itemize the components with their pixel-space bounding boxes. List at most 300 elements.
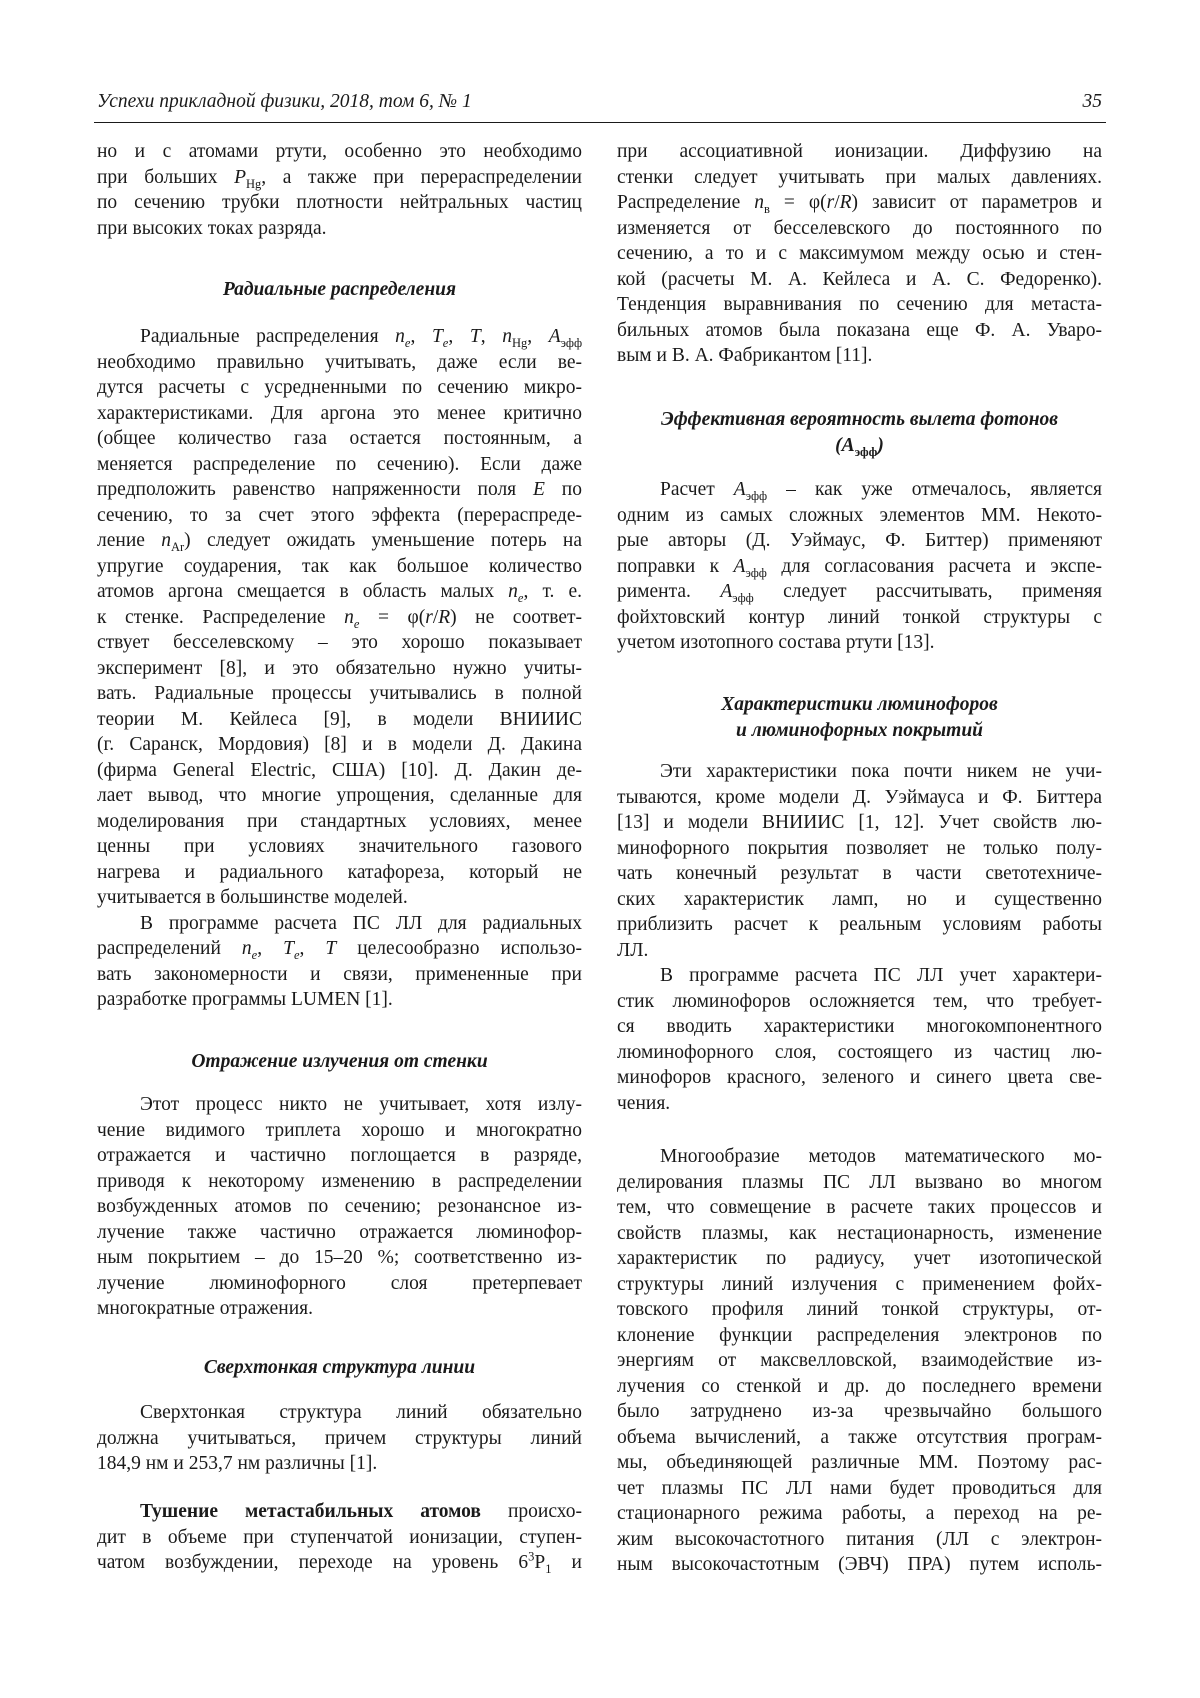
text-run: разработке программы LUMEN [1]. — [97, 989, 393, 1010]
text-run: Распределение — [617, 192, 754, 213]
text-line — [97, 809, 582, 835]
text-line — [617, 579, 1102, 605]
text-run: (г. Саранск, Мордовия) [8] и в модели Д. Дакина — [97, 734, 582, 755]
text-run: , — [481, 326, 502, 347]
text-line — [617, 1399, 1102, 1425]
text-run: (фирма General Electric, США) [10]. Д. Дакин де- — [97, 760, 582, 781]
text-run: тываются, кроме модели Д. Уэймауса и Ф. Биттера — [617, 787, 1102, 808]
symbol-letter: r — [827, 192, 835, 213]
subscript: Ar — [171, 540, 184, 554]
text-run: , — [257, 938, 283, 959]
bold-term: Тушение метастабильных атомов — [140, 1501, 481, 1522]
text-run: В программе расчета ПС ЛЛ для радиальных — [140, 913, 582, 934]
text-run: сечению, а то и с максимумом между осью и стен- — [617, 243, 1102, 264]
math-symbol — [734, 479, 767, 500]
page-number: 35 — [1083, 91, 1103, 113]
text-run: дит в объеме при ступенчатой ионизации, ступен- — [97, 1527, 582, 1548]
text-run: , — [410, 326, 431, 347]
text-line — [97, 426, 582, 452]
math-symbol — [425, 607, 433, 628]
text-line — [617, 1348, 1102, 1374]
text-line — [617, 1040, 1102, 1066]
text-run: сечению, то за счет этого эффекта (перераспреде- — [97, 505, 582, 526]
math-symbol — [840, 192, 852, 213]
text-line — [617, 190, 1102, 216]
text-run: ЛЛ. — [617, 940, 648, 961]
text-run: В программе расчета ПС ЛЛ учет характери- — [660, 965, 1102, 986]
text-run: лучение люминофорного слоя претерпевает — [97, 1273, 582, 1294]
text-line — [617, 912, 1102, 938]
math-symbol — [533, 479, 545, 500]
text-line — [97, 656, 582, 682]
text-run: Сверхтонкая структура линий обязательно — [140, 1402, 582, 1423]
text-line — [97, 452, 582, 478]
subscript: в — [764, 202, 770, 216]
text-run: и люминофорных покрытий — [736, 720, 983, 741]
text-line — [97, 165, 582, 191]
section-heading — [617, 692, 1102, 743]
text-line — [97, 139, 582, 165]
text-line — [97, 605, 582, 631]
text-run: объема вычислений, а также отсутствия програм- — [617, 1427, 1102, 1448]
subscript: эфф — [561, 336, 582, 350]
text-line — [97, 1400, 582, 1426]
text-run: приблизить расчет к реальным условиям работы — [617, 914, 1102, 935]
superscript: 3 — [528, 1550, 534, 1564]
section-heading — [97, 1355, 582, 1381]
text-line — [617, 1170, 1102, 1196]
text-run: распределений — [97, 938, 242, 959]
paragraph — [97, 1400, 582, 1477]
text-run: , — [527, 326, 548, 347]
text-run: ствует бесселевскому – это хорошо показывает — [97, 632, 582, 653]
text-run: нагрева и радиального катафореза, который не — [97, 862, 582, 883]
symbol-letter: R — [840, 192, 852, 213]
text-line — [617, 503, 1102, 529]
text-run: ценны при условиях значительного газового — [97, 836, 582, 857]
section-heading — [97, 277, 582, 303]
text-line — [97, 707, 582, 733]
paragraph — [97, 1499, 582, 1576]
text-run: ным покрытием – до 15–20 %; соответственно из- — [97, 1247, 582, 1268]
text-run: (общее количество газа остается постоянным, а — [97, 428, 582, 449]
heading-line — [617, 718, 1102, 744]
text-line — [97, 1451, 582, 1477]
text-line — [617, 267, 1102, 293]
text-run: характеристик по радиусу, учет изотопической — [617, 1248, 1102, 1269]
text-run: следует рассчитывать, применяя — [754, 581, 1102, 602]
text-line — [97, 1550, 582, 1576]
text-line — [97, 401, 582, 427]
text-line — [617, 1014, 1102, 1040]
heading-line — [617, 433, 1102, 459]
symbol-letter: n — [161, 530, 171, 551]
subscript: эфф — [855, 444, 878, 458]
text-run: приводя к некоторому изменению в распределении — [97, 1171, 582, 1192]
math-symbol — [734, 556, 767, 577]
symbol-letter: A — [549, 326, 561, 347]
text-run: товского профиля линий тонкой структуры, от- — [617, 1299, 1102, 1320]
text-line — [97, 375, 582, 401]
text-line — [97, 477, 582, 503]
subscript: e — [405, 336, 411, 350]
text-run: чать конечный результат в части светотехниче- — [617, 863, 1102, 884]
text-run: чатом возбуждении, переходе на уровень 6 — [97, 1552, 528, 1573]
math-symbol — [432, 326, 448, 347]
text-line — [97, 503, 582, 529]
text-line — [97, 936, 582, 962]
text-run: римента. — [617, 581, 720, 602]
text-run: и — [551, 1552, 582, 1573]
heading-line — [97, 1049, 582, 1075]
text-run: P — [534, 1552, 545, 1573]
text-line — [97, 681, 582, 707]
text-line — [617, 1527, 1102, 1553]
text-line — [97, 324, 582, 350]
paragraph — [617, 1144, 1102, 1578]
text-run: минофорного покрытия позволяет не только полу- — [617, 838, 1102, 859]
paragraph — [97, 1092, 582, 1322]
math-symbol — [720, 581, 753, 602]
text-run: целесообразно использо- — [336, 938, 582, 959]
text-line — [97, 528, 582, 554]
text-run: одним из самых сложных элементов ММ. Некото- — [617, 505, 1102, 526]
text-run: фойхтовский контур линий тонкой структуры с — [617, 607, 1102, 628]
text-line — [97, 1169, 582, 1195]
text-line — [617, 1425, 1102, 1451]
text-run: Отражение излучения от стенки — [191, 1051, 487, 1072]
text-line — [97, 630, 582, 656]
text-run: характеристиками. Для аргона это менее критично — [97, 403, 582, 424]
math-symbol — [754, 192, 770, 213]
text-run: дутся расчеты с усредненными по сечению микро- — [97, 377, 582, 398]
symbol-letter: A — [842, 435, 855, 456]
text-line — [617, 554, 1102, 580]
symbol-letter: T — [470, 326, 481, 347]
text-run: – как уже отмечалось, является — [767, 479, 1102, 500]
text-run: тем, что совмещение в расчете таких процессов и — [617, 1197, 1102, 1218]
symbol-letter: A — [720, 581, 732, 602]
text-line — [97, 554, 582, 580]
symbol-letter: n — [502, 326, 512, 347]
text-line — [97, 1245, 582, 1271]
symbol-letter: T — [325, 938, 336, 959]
text-line — [97, 783, 582, 809]
text-line — [617, 1065, 1102, 1091]
text-run: ( — [835, 435, 842, 456]
text-run: моделирования при стандартных условиях, менее — [97, 811, 582, 832]
text-run: Тенденция выравнивания по сечению для метаста- — [617, 294, 1102, 315]
subscript: эфф — [732, 591, 753, 605]
math-symbol — [395, 326, 410, 347]
text-line — [617, 938, 1102, 964]
subscript: эфф — [745, 565, 766, 579]
text-line — [97, 962, 582, 988]
text-run: учитывается в большинстве моделей. — [97, 887, 408, 908]
subscript: e — [294, 948, 300, 962]
symbol-letter: n — [344, 607, 354, 628]
section-heading — [617, 407, 1102, 458]
text-line — [617, 216, 1102, 242]
text-line — [617, 630, 1102, 656]
text-line — [617, 785, 1102, 811]
text-run: но и с атомами ртути, особенно это необходимо — [97, 141, 582, 162]
text-run: , — [300, 938, 326, 959]
text-line — [617, 165, 1102, 191]
text-run: люминофорного слоя, состоящего из частиц лю- — [617, 1042, 1102, 1063]
text-line — [97, 1525, 582, 1551]
text-run: / — [433, 607, 438, 628]
subscript: e — [252, 948, 258, 962]
subscript: Hg — [246, 176, 261, 190]
text-line — [617, 1552, 1102, 1578]
text-line — [617, 343, 1102, 369]
text-line — [617, 318, 1102, 344]
text-run: ) — [877, 435, 884, 456]
text-run: к стенке. Распределение — [97, 607, 344, 628]
text-line — [97, 190, 582, 216]
symbol-letter: P — [234, 167, 246, 188]
text-line — [617, 1091, 1102, 1117]
text-run: делирования плазмы ПС ЛЛ вызвано во многом — [617, 1172, 1102, 1193]
text-run: возбужденных атомов по сечению; резонансное из- — [97, 1196, 582, 1217]
text-run: предположить равенство напряженности поля — [97, 479, 533, 500]
math-symbol — [283, 938, 299, 959]
text-run: клонение функции распределения электронов по — [617, 1325, 1102, 1346]
text-run: , т. е. — [523, 581, 582, 602]
subscript: e — [354, 616, 360, 630]
text-line — [97, 911, 582, 937]
text-run: Этот процесс никто не учитывает, хотя излу- — [140, 1094, 582, 1115]
text-line — [617, 1323, 1102, 1349]
text-run: по — [545, 479, 582, 500]
math-symbol — [161, 530, 184, 551]
heading-line — [617, 692, 1102, 718]
text-line — [97, 885, 582, 911]
heading-line — [617, 407, 1102, 433]
text-line — [97, 1118, 582, 1144]
text-line — [617, 605, 1102, 631]
text-run: Эти характеристики пока почти никем не учи- — [660, 761, 1102, 782]
text-line — [97, 1426, 582, 1452]
paragraph — [617, 963, 1102, 1116]
paragraph — [97, 324, 582, 1013]
text-run: изменяется от бесселевского до постоянного по — [617, 218, 1102, 239]
text-line — [97, 1499, 582, 1525]
text-run: ) зависит от параметров и — [852, 192, 1102, 213]
text-run: структуры линий излучения с применением фойх- — [617, 1274, 1102, 1295]
math-symbol — [438, 607, 450, 628]
text-run: Сверхтонкая структура линии — [204, 1357, 475, 1378]
text-run: , — [448, 326, 469, 347]
text-line — [97, 732, 582, 758]
text-run: рые авторы (Д. Уэймаус, Ф. Биттер) применяют — [617, 530, 1102, 551]
symbol-letter: n — [242, 938, 252, 959]
symbol-letter: n — [508, 581, 518, 602]
text-line — [97, 1092, 582, 1118]
symbol-letter: A — [734, 556, 746, 577]
symbol-letter: R — [438, 607, 450, 628]
text-run: ) не соответ- — [450, 607, 582, 628]
symbol-letter: n — [754, 192, 764, 213]
symbol-letter: T — [283, 938, 294, 959]
text-run: упругие соударения, так как большое количество — [97, 556, 582, 577]
text-run: чения. — [617, 1093, 670, 1114]
text-run: атомов аргона смещается в область малых — [97, 581, 508, 602]
text-run: многократные отражения. — [97, 1298, 313, 1319]
text-run: свойств плазмы, как нестационарность, изменение — [617, 1223, 1102, 1244]
heading-line — [97, 1355, 582, 1381]
text-line — [97, 1296, 582, 1322]
math-symbol — [344, 607, 359, 628]
math-symbol — [842, 435, 878, 456]
text-run: лучения со стенкой и др. до последнего времени — [617, 1376, 1102, 1397]
text-run: вым и В. А. Фабрикантом [11]. — [617, 345, 872, 366]
text-line — [617, 1501, 1102, 1527]
text-run: должна учитываться, причем структуры линий — [97, 1428, 582, 1449]
text-run: меняется распределение по сечению). Если даже — [97, 454, 582, 475]
text-line — [617, 1195, 1102, 1221]
math-symbol — [470, 326, 481, 347]
text-line — [97, 1194, 582, 1220]
subscript: эфф — [746, 489, 767, 503]
text-run: энергиям от максвелловской, взаимодействие из- — [617, 1350, 1102, 1371]
text-run: чет плазмы ПС ЛЛ нами будет проводиться для — [617, 1478, 1102, 1499]
section-heading — [97, 1049, 582, 1075]
text-line — [617, 528, 1102, 554]
text-run: кой (расчеты М. А. Кейлеса и А. С. Федоренко). — [617, 269, 1102, 290]
text-line — [617, 1374, 1102, 1400]
math-symbol — [502, 326, 527, 347]
text-line — [617, 1476, 1102, 1502]
text-run: лучение также частично отражается люминофор- — [97, 1222, 582, 1243]
text-line — [617, 810, 1102, 836]
right-column — [617, 0, 1102, 1698]
journal-citation: Успехи прикладной физики, 2018, том 6, № 1 — [97, 91, 472, 113]
text-run: для согласования расчета и экспе- — [767, 556, 1102, 577]
heading-line — [97, 277, 582, 303]
text-line — [97, 1271, 582, 1297]
text-run: стик люминофоров осложняется тем, что требует- — [617, 991, 1102, 1012]
text-run: стенки следует учитывать при малых давлениях. — [617, 167, 1102, 188]
text-run: эксперимент [8], и это обязательно нужно учиты- — [97, 658, 582, 679]
text-line — [97, 834, 582, 860]
symbol-letter: T — [432, 326, 443, 347]
text-line — [97, 1220, 582, 1246]
text-line — [97, 987, 582, 1013]
text-line — [617, 1272, 1102, 1298]
text-run: при больших — [97, 167, 234, 188]
text-run: [13] и модели ВНИИИС [1, 12]. Учет свойств лю- — [617, 812, 1102, 833]
text-line — [97, 860, 582, 886]
text-line — [97, 1143, 582, 1169]
text-run: вать закономерности и связи, примененные при — [97, 964, 582, 985]
text-run: лает вывод, что многие упрощения, сделанные для — [97, 785, 582, 806]
text-run: Многообразие методов математического мо- — [660, 1146, 1102, 1167]
text-run: , а также при перераспределении — [261, 167, 582, 188]
text-line — [617, 292, 1102, 318]
math-symbol — [325, 938, 336, 959]
text-run: = φ( — [359, 607, 425, 628]
text-line — [617, 836, 1102, 862]
subscript: Hg — [512, 336, 527, 350]
text-line — [97, 350, 582, 376]
symbol-letter: E — [533, 479, 545, 500]
text-line — [617, 477, 1102, 503]
subscript: 1 — [545, 1562, 551, 1576]
text-run: Радиальные распределения — [140, 326, 395, 347]
text-line — [97, 758, 582, 784]
text-run: Расчет — [660, 479, 734, 500]
paragraph — [97, 911, 582, 1013]
text-run: 184,9 нм и 253,7 нм различны [1]. — [97, 1453, 377, 1474]
text-run: теории М. Кейлеса [9], в модели ВНИИИС — [97, 709, 582, 730]
text-line — [617, 861, 1102, 887]
text-run: мы, объединяющей различные ММ. Поэтому рас- — [617, 1452, 1102, 1473]
text-run: происхо- — [481, 1501, 582, 1522]
symbol-letter: n — [395, 326, 405, 347]
text-line — [617, 759, 1102, 785]
text-run: Характеристики люминофоров — [721, 694, 998, 715]
math-symbol — [242, 938, 257, 959]
symbol-letter: A — [734, 479, 746, 500]
text-run: ление — [97, 530, 161, 551]
text-line — [97, 216, 582, 242]
text-line — [617, 1221, 1102, 1247]
left-column — [97, 0, 582, 1698]
text-run: стационарного режима работы, а переход на ре- — [617, 1503, 1102, 1524]
text-run: учетом изотопного состава ртути [13]. — [617, 632, 935, 653]
text-run: Эффективная вероятность вылета фотонов — [661, 409, 1058, 430]
paragraph — [617, 477, 1102, 656]
math-symbol — [234, 167, 261, 188]
text-line — [97, 579, 582, 605]
text-line — [617, 1246, 1102, 1272]
text-run: отражается и частично поглощается в разряде, — [97, 1145, 582, 1166]
text-run: ских характеристик ламп, но и существенно — [617, 889, 1102, 910]
text-run: было затруднено из-за чрезвычайно большого — [617, 1401, 1102, 1422]
text-line — [617, 139, 1102, 165]
text-line — [617, 1144, 1102, 1170]
subscript: e — [518, 591, 524, 605]
symbol-letter: r — [425, 607, 433, 628]
text-run: ся вводить характеристики многокомпонентного — [617, 1016, 1102, 1037]
text-line — [617, 1297, 1102, 1323]
text-run: минофоров красного, зеленого и синего цвета све- — [617, 1067, 1102, 1088]
text-line — [617, 241, 1102, 267]
text-run: вать. Радиальные процессы учитывались в полной — [97, 683, 582, 704]
text-run: / — [834, 192, 839, 213]
paragraph — [617, 139, 1102, 369]
text-run: бильных атомов была показана еще Ф. А. Уваро- — [617, 320, 1102, 341]
text-line — [617, 963, 1102, 989]
text-run: при высоких токах разряда. — [97, 218, 327, 239]
text-run: поправки к — [617, 556, 734, 577]
subscript: e — [443, 336, 449, 350]
text-run: необходимо правильно учитывать, даже если ве- — [97, 352, 582, 373]
text-run: ным высокочастотным (ЭВЧ) ПРА) путем исполь- — [617, 1554, 1102, 1575]
text-run: при ассоциативной ионизации. Диффузию на — [617, 141, 1102, 162]
text-run: Радиальные распределения — [223, 279, 456, 300]
math-symbol — [508, 581, 523, 602]
text-line — [617, 887, 1102, 913]
paragraph — [97, 139, 582, 241]
math-symbol — [549, 326, 582, 347]
text-run: = φ( — [770, 192, 827, 213]
text-run: чение видимого триплета хорошо и многократно — [97, 1120, 582, 1141]
text-line — [617, 989, 1102, 1015]
text-line — [617, 1450, 1102, 1476]
